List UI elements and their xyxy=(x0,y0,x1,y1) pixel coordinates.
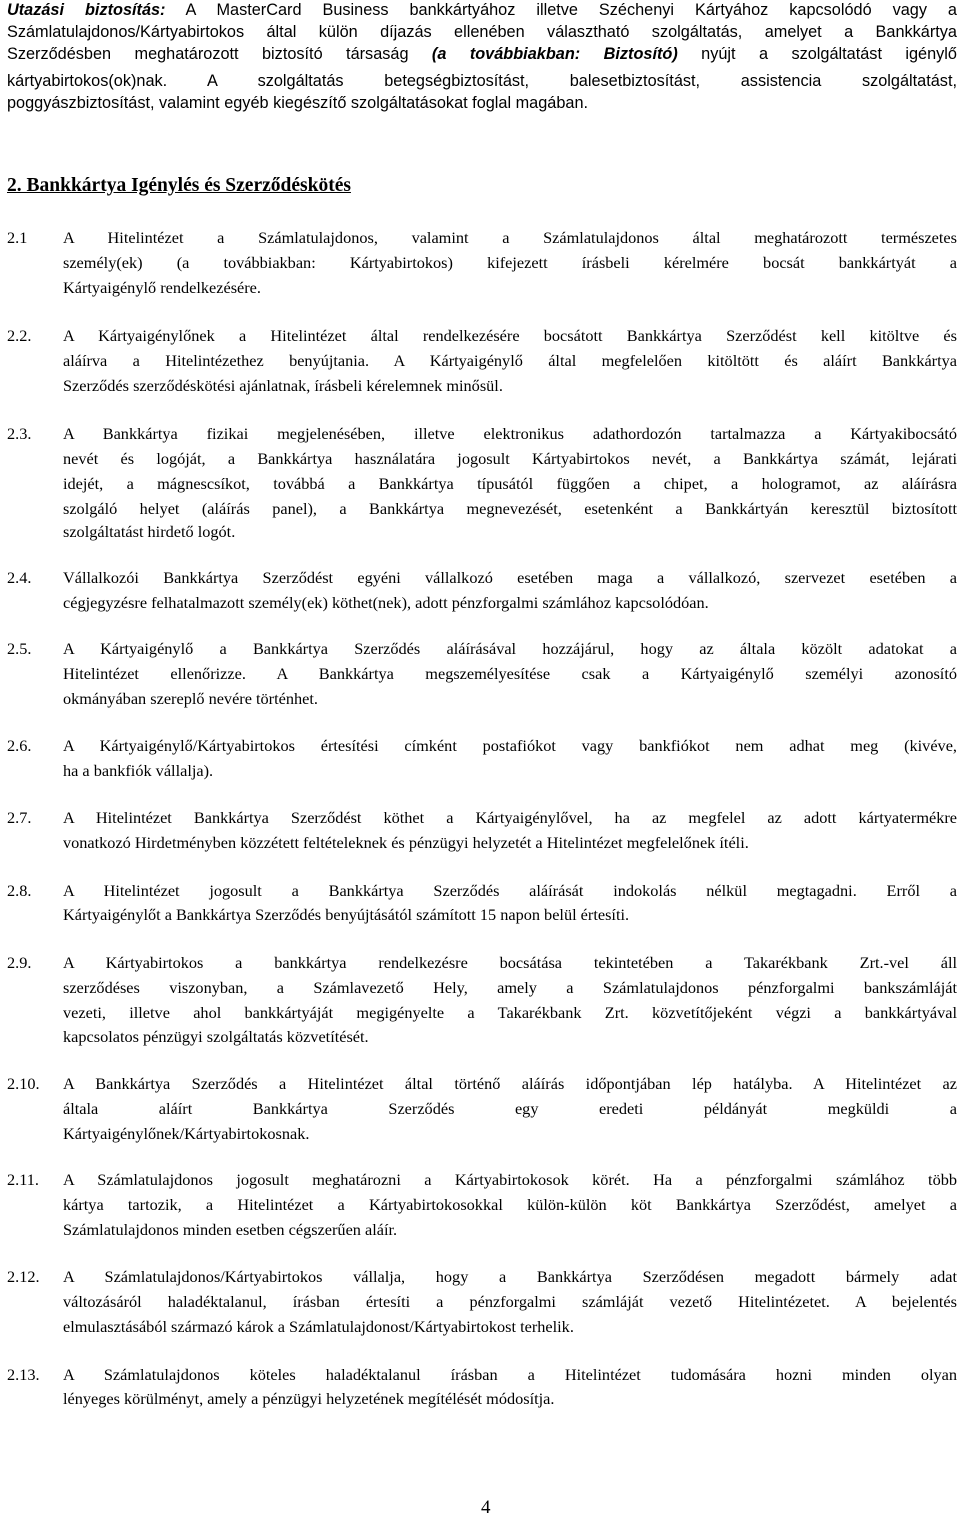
clause-line: változásáról haladéktalanul, írásban értesíti a pénzforgalmi számláját vezető Hitelintézetet. A bejelentés xyxy=(63,1292,957,1311)
clause-line: A Kártyaigénylőnek a Hitelintézet által rendelkezésére bocsátott Bankkártya Szerződést kell kitöltve és xyxy=(63,326,957,345)
clause-line: kapcsolatos pénzügyi szolgáltatás közvetítését. xyxy=(63,1027,369,1046)
clause-line: szerződéses viszonyban, a Számlavezető Hely, amely a Számlatulajdonos pénzforgalmi bankszámláját xyxy=(63,978,957,997)
clause-line: lényeges körülményt, amely a pénzügyi helyzetének megítélését módosítja. xyxy=(63,1389,555,1408)
clause-number: 2.9. xyxy=(7,953,32,972)
clause-line: aláírva a Hitelintézethez benyújtania. A Kártyaigénylő által megfelelően kitöltött és aláírt Bankkártya xyxy=(63,351,957,370)
clause-line: A Bankkártya Szerződés a Hitelintézet által történő aláírás időpontjában lép hatályba. A Hitelintézet az xyxy=(63,1074,957,1093)
section-heading: 2. Bankkártya Igénylés és Szerződéskötés xyxy=(7,175,351,196)
clause-line: vonatkozó Hirdetményben közzétett feltételeknek és pénzügyi helyzetét a Hitelintézet megfelelőnek ítéli. xyxy=(63,833,749,852)
clause-line: nevét és logóját, a Bankkártya használatára jogosult Kártyabirtokos nevét, a Bankkártya számát, lejárati xyxy=(63,449,957,468)
clause-line: cégjegyzésre felhatalmazott személy(ek) köthet(nek), adott pénzforgalmi számlához kapcsolódóan. xyxy=(63,593,709,612)
clause-number: 2.12. xyxy=(7,1267,40,1286)
clause-number: 2.13. xyxy=(7,1365,40,1384)
clause-line: szolgáló helyet (aláírás panel), a Bankkártya megnevezését, esetenként a Bankkártyán keresztül biztosított xyxy=(63,499,957,518)
clause-number: 2.10. xyxy=(7,1074,40,1093)
clause-number: 2.1 xyxy=(7,228,28,247)
clause-number: 2.5. xyxy=(7,639,32,658)
clause-line: Vállalkozói Bankkártya Szerződést egyéni vállalkozó esetében maga a vállalkozó, szervezet esetében a xyxy=(63,568,957,587)
intro-line-4: kártyabirtokos(ok)nak. A szolgáltatás betegségbiztosítást, balesetbiztosítást, assistencia szolgáltatást, xyxy=(7,72,957,90)
clause-number: 2.8. xyxy=(7,881,32,900)
clause-number: 2.3. xyxy=(7,424,32,443)
clause-line: elmulasztásából származó károk a Számlatulajdonost/Kártyabirtokost terhelik. xyxy=(63,1317,574,1336)
clause-line: okmányában szereplő nevére történhet. xyxy=(63,689,318,708)
clause-line: Szerződés szerződéskötési ajánlatnak, írásbeli kérelemnek minősül. xyxy=(63,376,503,395)
clause-line: ha a bankfiók vállalja). xyxy=(63,761,214,780)
clause-line: vezeti, illetve ahol bankkártyáját megigényelte a Takarékbank Zrt. közvetítőjeként végzi a bankkártyával xyxy=(63,1003,957,1022)
clause-line: A Számlatulajdonos köteles haladéktalanul írásban a Hitelintézet tudomására hozni minden olyan xyxy=(63,1365,957,1384)
clause-number: 2.4. xyxy=(7,568,32,587)
clause-line: Kártyaigénylőt a Bankkártya Szerződés benyújtásától számított 15 napon belül értesíti. xyxy=(63,905,630,924)
clause-line: kártya tartozik, a Hitelintézet a Kártyabirtokosokkal külön-külön köt Bankkártya Szerződést, amelyet a xyxy=(63,1195,957,1214)
clause-line: A Számlatulajdonos/Kártyabirtokos vállalja, hogy a Bankkártya Szerződésen megadott bármely adat xyxy=(63,1267,957,1286)
clause-line: A Számlatulajdonos jogosult meghatározni a Kártyabirtokosok körét. Ha a pénzforgalmi számlához több xyxy=(63,1170,957,1189)
clause-line: idejét, a mágnescsíkot, továbbá a Bankkártya típusától függően a chipet, a hologramot, az aláírásra xyxy=(63,474,957,493)
clause-line: A Bankkártya fizikai megjelenésében, illetve elektronikus adathordozón tartalmazza a Kártyakibocsátó xyxy=(63,424,957,443)
intro-line-2: Számlatulajdonos/Kártyabirtokos által külön díjazás ellenében választható szolgáltatás, amelyet a Bankkártya xyxy=(7,23,957,41)
clause-line: A Kártyabirtokos a bankkártya rendelkezésre bocsátása tekintetében a Takarékbank Zrt.-vel áll xyxy=(63,953,957,972)
page-number: 4 xyxy=(481,1497,491,1518)
clause-number: 2.7. xyxy=(7,808,32,827)
clause-line: A Hitelintézet a Számlatulajdonos, valamint a Számlatulajdonos által meghatározott természetes xyxy=(63,228,957,247)
clause-line: Számlatulajdonos minden esetben cégszerűen aláír. xyxy=(63,1220,398,1239)
clause-line: A Hitelintézet Bankkártya Szerződést köthet a Kártyaigénylővel, ha az megfelel az adott kártyatermékre xyxy=(63,808,957,827)
clause-line: A Kártyaigénylő a Bankkártya Szerződés aláírásával hozzájárul, hogy az általa közölt adatokat a xyxy=(63,639,957,658)
intro-line-5: poggyászbiztosítást, valamint egyéb kiegészítő szolgáltatásokat foglal magában. xyxy=(7,94,589,112)
clause-line: A Hitelintézet jogosult a Bankkártya Szerződés aláírását indokolás nélkül megtagadni. Erről a xyxy=(63,881,957,900)
clause-line: A Kártyaigénylő/Kártyabirtokos értesítési címként postafiókot vagy bankfiókot nem adhat meg (kivéve, xyxy=(63,736,957,755)
clause-line: személy(ek) (a továbbiakban: Kártyabirtokos) kifejezett írásbeli kérelmére bocsát bankkártyát a xyxy=(63,253,957,272)
clause-line: Kártyaigénylőnek/Kártyabirtokosnak. xyxy=(63,1124,310,1143)
clause-number: 2.11. xyxy=(7,1170,39,1189)
intro-line-3: Szerződésben meghatározott biztosító társaság (a továbbiakban: Biztosító) nyújt a szolgáltatást igénylő xyxy=(7,45,957,63)
clause-line: Kártyaigénylő rendelkezésére. xyxy=(63,278,261,297)
intro-line-1: Utazási biztosítás: A MasterCard Business bankkártyához illetve Széchenyi Kártyához kapcsolódó vagy a xyxy=(7,1,957,19)
clause-line: általa aláírt Bankkártya Szerződés egy eredeti példányát megküldi a xyxy=(63,1099,957,1118)
clause-line: szolgáltatást hirdető logót. xyxy=(63,522,236,541)
clause-line: Hitelintézet ellenőrizze. A Bankkártya megszemélyesítése csak a Kártyaigénylő személyi azonosító xyxy=(63,664,957,683)
clause-number: 2.2. xyxy=(7,326,32,345)
document-page xyxy=(7,0,957,1521)
clause-number: 2.6. xyxy=(7,736,32,755)
